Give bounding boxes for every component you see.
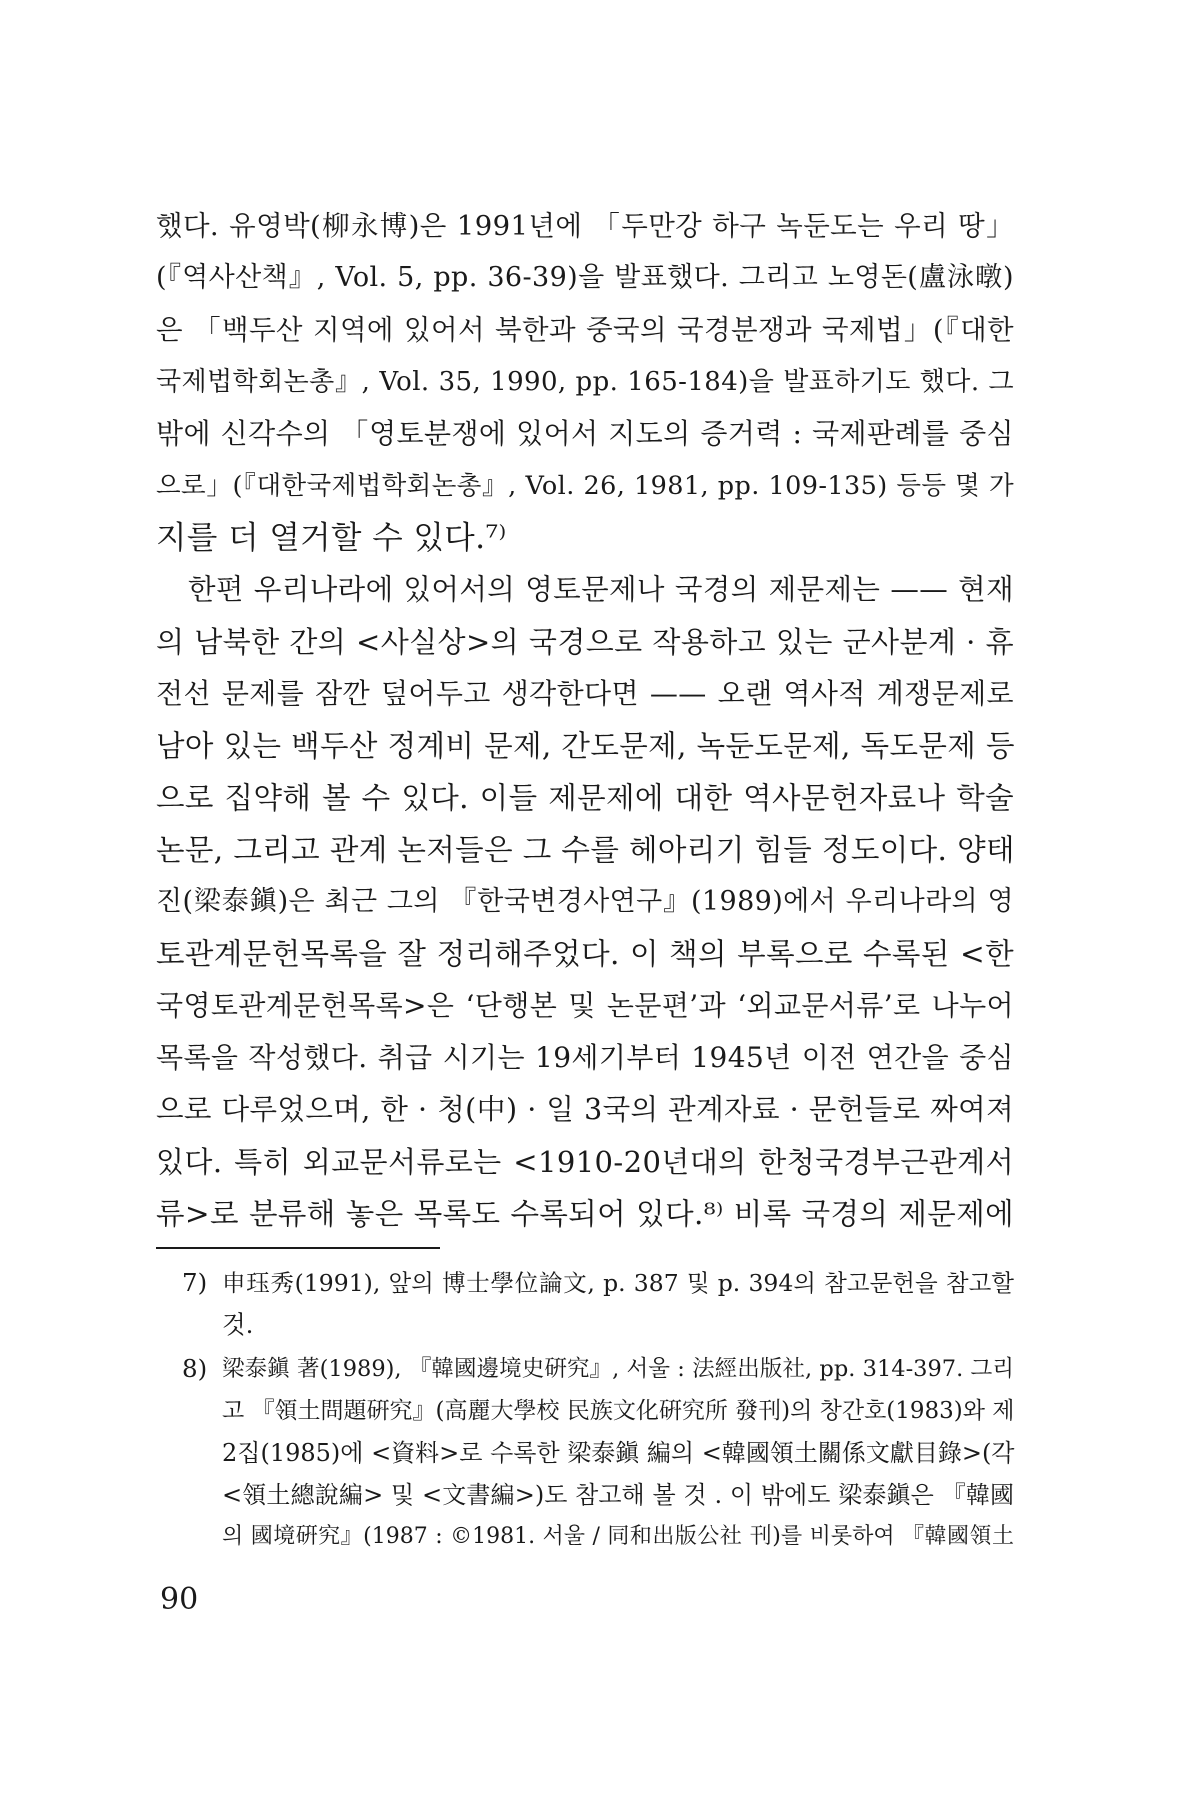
footnote-line: <領土總說編> 및 <文書編>)도 참고해 볼 것 . 이 밖에도 梁泰鎭은 『韓國 bbox=[222, 1481, 1014, 1509]
footnote-line: 梁泰鎭 著(1989), 『韓國邊境史硏究』, 서울 : 法經出版社, pp. 314-397. 그리 bbox=[222, 1356, 1014, 1382]
text-line: 한편 우리나라에 있어서의 영토문제나 국경의 제문제는 —— 현재 bbox=[188, 573, 1014, 606]
footnote-8 bbox=[156, 1348, 1014, 1558]
footnote-line: 2집(1985)에 <資料>로 수록한 梁泰鎭 編의 <韓國領土關係文獻目錄>(각 bbox=[222, 1439, 1015, 1467]
text-line: 은 「백두산 지역에 있어서 북한과 중국의 국경분쟁과 국제법」(『대한 bbox=[156, 314, 1014, 346]
footnote-number: 8) bbox=[182, 1354, 208, 1383]
footnote-7 bbox=[156, 1262, 1014, 1346]
text-line: 지를 더 열거할 수 있다.⁷⁾ bbox=[156, 520, 507, 556]
footnote-line: 것. bbox=[222, 1310, 254, 1339]
text-line: 의 남북한 간의 <사실상>의 국경으로 작용하고 있는 군사분계 · 휴 bbox=[156, 625, 1014, 659]
footnote-divider bbox=[156, 1247, 440, 1249]
text-line: 국영토관계문헌목록>은 ‘단행본 및 논문편’과 ‘외교문서류’로 나누어 bbox=[156, 989, 1014, 1022]
text-line: 류>로 분류해 놓은 목록도 수록되어 있다.⁸⁾ 비록 국경의 제문제에 bbox=[156, 1197, 1014, 1231]
text-line: 진(梁泰鎭)은 최근 그의 『한국변경사연구』(1989)에서 우리나라의 영 bbox=[156, 886, 1014, 917]
text-line: 으로 집약해 볼 수 있다. 이들 제문제에 대한 역사문헌자료나 학술 bbox=[156, 781, 1014, 815]
text-line: 목록을 작성했다. 취급 시기는 19세기부터 1945년 이전 연간을 중심 bbox=[156, 1041, 1014, 1074]
text-line: 전선 문제를 잠깐 덮어두고 생각한다면 —— 오랜 역사적 계쟁문제로 bbox=[156, 677, 1014, 710]
footnote-line: 고 『領土問題硏究』(高麗大學校 民族文化硏究所 發刊)의 창간호(1983)와 제 bbox=[222, 1398, 1015, 1424]
footnote-line: 申珏秀(1991), 앞의 博士學位論文, p. 387 및 p. 394의 참고문헌을 참고할 bbox=[222, 1269, 1014, 1297]
text-line: 토관계문헌목록을 잘 정리해주었다. 이 책의 부록으로 수록된 <한 bbox=[156, 937, 1014, 971]
text-line: 있다. 특히 외교문서류로는 <1910-20년대의 한청국경부근관계서 bbox=[156, 1145, 1014, 1179]
page-number: 90 bbox=[160, 1582, 199, 1617]
footnote-number: 7) bbox=[182, 1268, 208, 1297]
text-line: 밖에 신각수의 「영토분쟁에 있어서 지도의 증거력 : 국제판례를 중심 bbox=[156, 417, 1014, 450]
text-line: 논문, 그리고 관계 논저들은 그 수를 헤아리기 힘들 정도이다. 양태 bbox=[156, 833, 1015, 867]
text-line: 으로」(『대한국제법학회논총』, Vol. 26, 1981, pp. 109-135) 등등 몇 가 bbox=[156, 471, 1014, 501]
text-line: 국제법학회논총』, Vol. 35, 1990, pp. 165-184)을 발표하기도 했다. 그 bbox=[156, 367, 1014, 397]
body-text bbox=[156, 200, 1014, 1240]
footnotes bbox=[156, 1262, 1014, 1560]
footnote-line: 의 國境硏究』(1987 : ©1981. 서울 / 同和出版公社 刊)를 비롯하여 『韓國領土 bbox=[222, 1524, 1014, 1549]
text-line: 했다. 유영박(柳永博)은 1991년에 「두만강 하구 녹둔도는 우리 땅」 bbox=[156, 210, 1014, 242]
text-line: 남아 있는 백두산 정계비 문제, 간도문제, 녹둔도문제, 독도문제 등 bbox=[156, 729, 1015, 763]
text-line: (『역사산책』, Vol. 5, pp. 36-39)을 발표했다. 그리고 노영돈(盧泳暾) bbox=[156, 262, 1014, 293]
text-line: 으로 다루었으며, 한 · 청(中) · 일 3국의 관계자료 · 문헌들로 짜여져 bbox=[156, 1093, 1014, 1126]
